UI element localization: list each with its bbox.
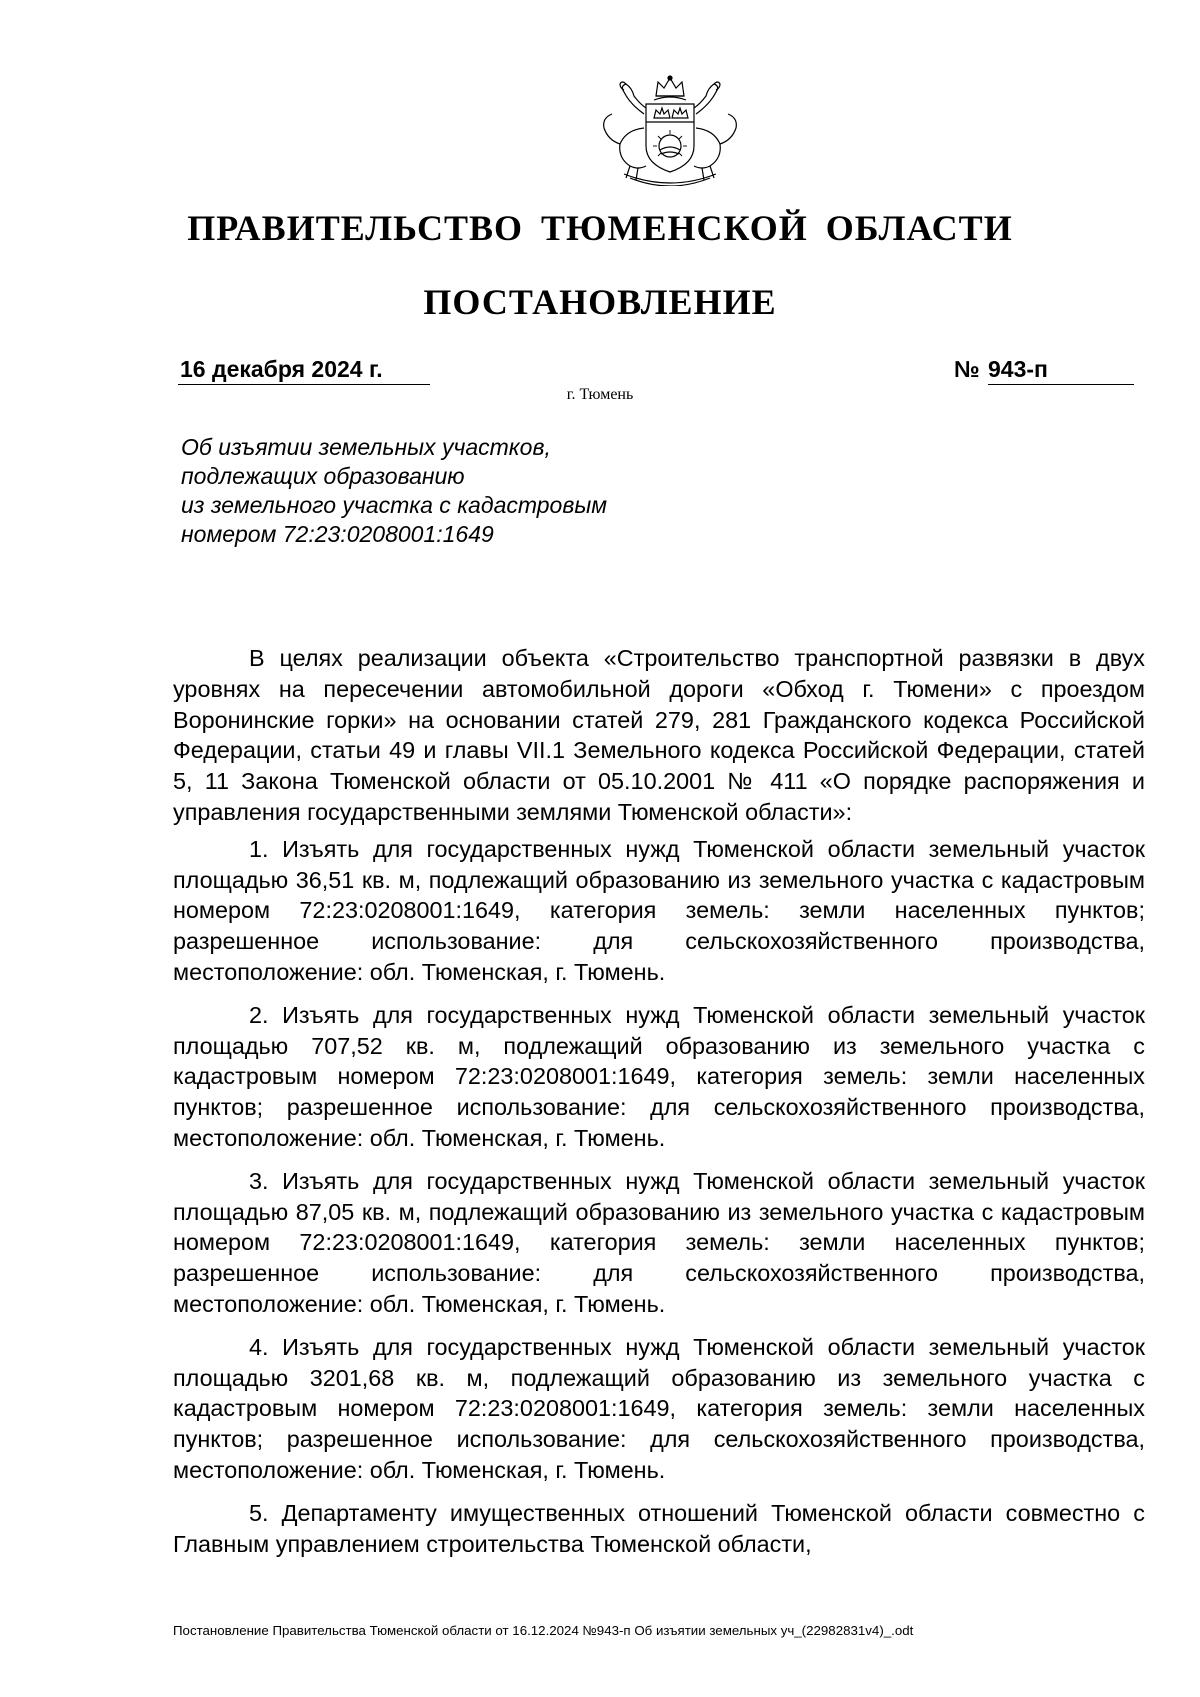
subject-line: номером 72:23:0208001:1649 [181,521,494,547]
document-body [173,643,1145,1571]
document-date: 16 декабря 2024 г. [178,354,430,385]
organization-title: ПРАВИТЕЛЬСТВО ТЮМЕНСКОЙ ОБЛАСТИ [187,208,1013,248]
page-footer: Постановление Правительства Тюменской области от 16.12.2024 №943-п Об изъятии земельных уч_(22982831v4)_.odt [173,1623,914,1638]
subject-line: подлежащих образованию [181,463,465,489]
resolution-item-3: 3. Изъять для государственных нужд Тюменской области земельный участок площадью 87,05 кв. м, подлежащий образованию из земельного участка с кадастровым номером 72:23:0208001:1649, категория земель: земли населенных пунктов; разрешенное использование: для сельскохозяйственного производства, местоположение: обл. Тюменская, г. Тюмень. [173,1167,1145,1317]
city-label: г. Тюмень [566,386,634,403]
number-sign: № [954,356,980,382]
preamble-paragraph: В целях реализации объекта «Строительство транспортной развязки в двух уровнях на пересечении автомобильной дороги «Обход г. Тюмени» с проездом Воронинские горки» на основании статей 279, 281 Гражданского кодекса Российской Федерации, статьи 49 и главы VII.1 Земельного кодекса Российской Федерации, статей 5, 11 Закона Тюменской области от 05.10.2001 № 411 «О порядке распоряжения и управления государственными землями Тюменской области»: [173,645,1145,825]
document-type-heading: ПОСТАНОВЛЕНИЕ [423,282,777,322]
document-subject [181,433,741,549]
resolution-item-4: 4. Изъять для государственных нужд Тюменской области земельный участок площадью 3201,68 кв. м, подлежащий образованию из земельного участка с кадастровым номером 72:23:0208001:1649, категория земель: земли населенных пунктов; разрешенное использование: для сельскохозяйственного производства, местоположение: обл. Тюменская, г. Тюмень. [173,1333,1145,1483]
resolution-item-2: 2. Изъять для государственных нужд Тюменской области земельный участок площадью 707,52 кв. м, подлежащий образованию из земельного участка с кадастровым номером 72:23:0208001:1649, категория земель: земли населенных пунктов; разрешенное использование: для сельскохозяйственного производства, местоположение: обл. Тюменская, г. Тюмень. [173,1001,1145,1151]
coat-of-arms-icon [590,74,750,186]
subject-line: Об изъятии земельных участков, [181,434,551,460]
document-number-field [954,354,1134,385]
subject-line: из земельного участка с кадастровым [181,492,608,518]
resolution-item-1: 1. Изъять для государственных нужд Тюменской области земельный участок площадью 36,51 кв. м, подлежащий образованию из земельного участка с кадастровым номером 72:23:0208001:1649, категория земель: земли населенных пунктов; разрешенное использование: для сельскохозяйственного производства, местоположение: обл. Тюменская, г. Тюмень. [173,835,1145,985]
resolution-item-5: 5. Департаменту имущественных отношений Тюменской области совместно с Главным управлением строительства Тюменской области, [173,1499,1145,1557]
document-number: 943-п [988,354,1134,385]
